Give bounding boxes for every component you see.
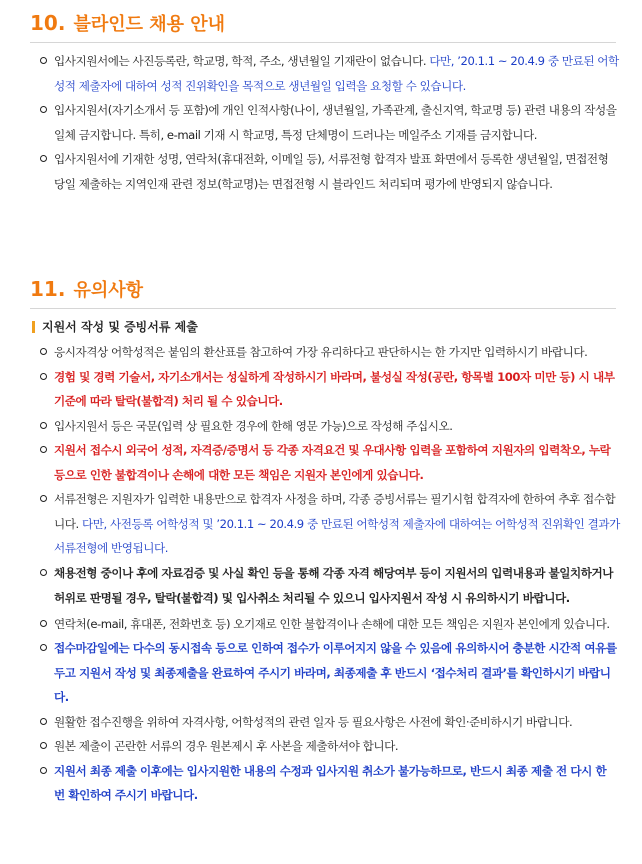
list-item bbox=[40, 340, 620, 365]
item-text: 접수마감일에는 다수의 동시접속 등으로 인하여 접수가 이루어지지 않을 수 있음에 유의하시어 충분한 시간적 여유를 두고 지원서 작성 및 최종제출을 완료하여 주시기 바라며, 최종제출 후 반드시 ‘접수처리 결과’를 확인하시기 바랍니다. bbox=[54, 641, 617, 704]
circle-bullet-icon bbox=[40, 569, 47, 576]
item-highlight: 다만, 사전등록 어학성적 및 ’20.1.1 ~ 20.4.9 중 만료된 어학성적 제출자에 대하여는 어학성적 진위확인 결과가 서류전형에 반영됩니다. bbox=[54, 516, 620, 555]
list-item bbox=[40, 147, 620, 196]
item-text: 응시자격상 어학성적은 붙임의 환산표를 참고하여 가장 유리하다고 판단하시는 한 가지만 입력하시기 바랍니다. bbox=[54, 345, 588, 359]
subheading-text: 지원서 작성 및 증빙서류 제출 bbox=[42, 320, 198, 334]
circle-bullet-icon bbox=[40, 348, 47, 355]
list-item bbox=[40, 365, 620, 414]
circle-bullet-icon bbox=[40, 155, 47, 162]
list-item bbox=[40, 734, 620, 759]
item-text: 경험 및 경력 기술서, 자기소개서는 성실하게 작성하시기 바라며, 불성실 작성(공란, 항목별 100자 미만 등) 시 내부기준에 따라 탈락(불합격) 처리 될 수 있습니다. bbox=[54, 369, 615, 408]
list-item bbox=[40, 438, 620, 487]
list-item bbox=[40, 487, 620, 561]
section-11-title bbox=[30, 276, 143, 302]
circle-bullet-icon bbox=[40, 106, 47, 113]
item-text: 입사지원서에 기재한 성명, 연락처(휴대전화, 이메일 등), 서류전형 합격자 발표 화면에서 등록한 생년월일, 면접전형 당일 제출하는 지역인재 관련 정보(학교명)는 면접전형 시 블라인드 처리되며 평가에 반영되지 않습니다. bbox=[54, 152, 609, 191]
section-10-title bbox=[30, 10, 225, 36]
circle-bullet-icon bbox=[40, 446, 47, 453]
list-item bbox=[40, 98, 620, 147]
item-text: 원본 제출이 곤란한 서류의 경우 원본제시 후 사본을 제출하셔야 합니다. bbox=[54, 739, 399, 753]
circle-bullet-icon bbox=[40, 422, 47, 429]
section-10-heading: 블라인드 채용 안내 bbox=[73, 14, 226, 35]
circle-bullet-icon bbox=[40, 644, 47, 651]
circle-bullet-icon bbox=[40, 742, 47, 749]
list-item bbox=[40, 612, 620, 637]
section-11-number: 11. bbox=[30, 277, 66, 301]
item-highlight: 다만, ’20.1.1 ~ 20.4.9 중 만료된 어학성적 제출자에 대하여 성적 진위확인을 목적으로 생년월일 입력을 요청할 수 있습니다. bbox=[54, 54, 619, 93]
section-10-list bbox=[40, 49, 620, 196]
list-item bbox=[40, 636, 620, 710]
item-text: 입사지원서 등은 국문(입력 상 필요한 경우에 한해 영문 가능)으로 작성해 주십시오. bbox=[54, 418, 453, 433]
section-10-divider bbox=[30, 42, 616, 43]
subheading-bar-icon bbox=[32, 321, 35, 333]
item-text: 지원서 최종 제출 이후에는 입사지원한 내용의 수정과 입사지원 취소가 불가능하므로, 반드시 최종 제출 전 다시 한 번 확인하여 주시기 바랍니다. bbox=[54, 763, 607, 802]
item-text: 원활한 접수진행을 위하여 자격사항, 어학성적의 관련 일자 등 필요사항은 사전에 확인·준비하시기 바랍니다. bbox=[54, 714, 573, 729]
item-text: 채용전형 중이나 후에 자료검증 및 사실 확인 등을 통해 각종 자격 해당여부 등이 지원서의 입력내용과 불일치하거나 허위로 판명될 경우, 탈락(불합격) 및 입사취소 처리될 수 있으니 입사지원서 작성 시 유의하시기 바랍니다. bbox=[54, 565, 614, 605]
circle-bullet-icon bbox=[40, 767, 47, 774]
circle-bullet-icon bbox=[40, 495, 47, 502]
subheading bbox=[32, 318, 198, 335]
list-item bbox=[40, 759, 620, 808]
item-text: 입사지원서에는 사진등록란, 학교명, 학적, 주소, 생년월일 기재란이 없습니다. bbox=[54, 54, 430, 68]
circle-bullet-icon bbox=[40, 620, 47, 627]
item-text: 입사지원서(자기소개서 등 포함)에 개인 인적사항(나이, 생년월일, 가족관계, 출신지역, 학교명 등) 관련 내용의 작성을 일체 금지합니다. 특히, e-mail 기재 시 학교명, 특정 단체명이 드러나는 메일주소 기재를 금지합니다. bbox=[54, 103, 617, 142]
section-10-number: 10. bbox=[30, 11, 66, 35]
section-11-heading: 유의사항 bbox=[73, 280, 143, 301]
list-item bbox=[40, 561, 620, 612]
item-text: 연락처(e-mail, 휴대폰, 전화번호 등) 오기재로 인한 불합격이나 손해에 대한 모든 책임은 지원자 본인에게 있습니다. bbox=[54, 616, 610, 631]
list-item bbox=[40, 49, 620, 98]
circle-bullet-icon bbox=[40, 373, 47, 380]
circle-bullet-icon bbox=[40, 57, 47, 64]
circle-bullet-icon bbox=[40, 718, 47, 725]
list-item bbox=[40, 414, 620, 439]
section-11-divider bbox=[30, 308, 616, 309]
list-item bbox=[40, 710, 620, 735]
item-text: 지원서 접수시 외국어 성적, 자격증/증명서 등 각종 자격요건 및 우대사항 입력을 포함하여 지원자의 입력착오, 누락 등으로 인한 불합격이나 손해에 대한 모든 책임은 지원자 본인에게 있습니다. bbox=[54, 443, 611, 482]
item-text: 서류전형은 지원자가 입력한 내용만으로 합격자 사정을 하며, 각종 증빙서류는 필기시험 합격자에 한하여 추후 접수합니다. bbox=[54, 492, 616, 531]
section-11-list bbox=[40, 340, 620, 808]
